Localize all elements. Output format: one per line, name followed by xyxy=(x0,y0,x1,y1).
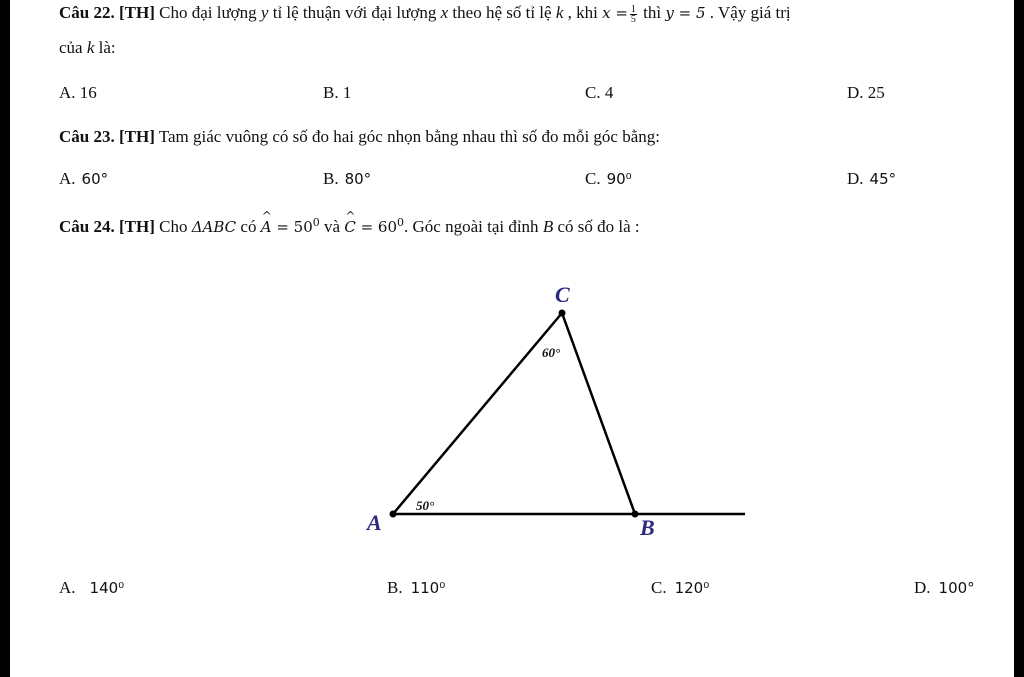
q22-text-a: Cho đại lượng xyxy=(154,3,261,22)
q24-angle-c-val: = 60 xyxy=(355,218,397,236)
q24-triangle: ΔABC xyxy=(191,218,237,236)
option-letter: C. xyxy=(585,169,601,188)
side-ac xyxy=(393,313,562,514)
question-22-tag: [TH] xyxy=(118,3,155,22)
option-value: 80° xyxy=(344,170,372,188)
option-value: 120⁰ xyxy=(674,579,710,597)
question-24-label: Câu 24. xyxy=(59,217,115,236)
option-letter: A. xyxy=(59,169,76,188)
q24-option-d[interactable] xyxy=(914,578,975,598)
vertex-b-label: B xyxy=(640,515,655,540)
option-letter: A. xyxy=(59,578,76,597)
option-letter: B. xyxy=(323,169,339,188)
q22-eq-y: y = 5 xyxy=(665,4,706,22)
q24-text-e: có số đo là : xyxy=(553,217,640,236)
q24-angle-a-val: = 50 xyxy=(271,218,313,236)
option-value: 100° xyxy=(938,579,975,597)
option-value: 16 xyxy=(79,83,97,102)
q22-line2-a: của xyxy=(59,38,87,57)
option-value: 1 xyxy=(342,83,352,102)
option-value: 90⁰ xyxy=(606,170,632,188)
vertex-b-dot xyxy=(632,511,639,518)
question-24-tag: [TH] xyxy=(118,217,155,236)
option-letter: D. xyxy=(847,169,864,188)
vertex-a-label: A xyxy=(367,510,382,535)
option-letter: C. xyxy=(651,578,667,597)
fraction-denominator: 5 xyxy=(630,13,636,25)
q24-text-d: . Góc ngoài tại đỉnh xyxy=(404,217,543,236)
side-cb xyxy=(562,313,635,514)
q24-option-b[interactable] xyxy=(387,578,445,598)
option-letter: C. xyxy=(585,83,601,102)
q24-text-b: có xyxy=(236,217,261,236)
q22-text-f: . Vậy giá trị xyxy=(705,3,791,22)
question-23-label: Câu 23. xyxy=(59,127,115,146)
q24-option-a[interactable] xyxy=(59,578,124,598)
option-value: 60° xyxy=(81,170,109,188)
question-23-tag: [TH] xyxy=(118,127,155,146)
vertex-c-dot xyxy=(559,310,566,317)
option-value: 110⁰ xyxy=(410,579,446,597)
question-22-label: Câu 22. xyxy=(59,3,115,22)
q22-var-x: x xyxy=(440,3,449,22)
q22-text-b: tỉ lệ thuận với đại lượng xyxy=(268,3,441,22)
option-letter: B. xyxy=(387,578,403,597)
q22-text-c: theo hệ số tỉ lệ xyxy=(448,3,556,22)
q24-vertex: B xyxy=(542,217,554,236)
q23-text: Tam giác vuông có số đo hai góc nhọn bằng nhau thì số đo mỗi góc bằng: xyxy=(154,127,660,146)
option-letter: B. xyxy=(323,83,339,102)
q24-angle-c-var: ^ C xyxy=(344,218,355,236)
q24-text-c: và xyxy=(319,217,345,236)
q24-degree-sign: 0 xyxy=(397,216,404,229)
fraction-numerator: 1 xyxy=(630,3,636,15)
angle-a-label: 50° xyxy=(416,498,435,513)
q22-line2-k: k xyxy=(86,38,95,57)
option-letter: D. xyxy=(914,578,931,597)
vertex-c-label: C xyxy=(555,282,570,307)
option-letter: D. xyxy=(847,83,864,102)
q24-option-c[interactable] xyxy=(651,578,709,598)
option-value: 45° xyxy=(869,170,897,188)
q22-var-k: k xyxy=(555,3,564,22)
q22-text-d: , khi xyxy=(563,3,603,22)
angle-c-label: 60° xyxy=(542,345,561,360)
q24-text-a: Cho xyxy=(154,217,192,236)
option-value: 140⁰ xyxy=(89,579,125,597)
q24-angle-a-var: ^ A xyxy=(261,218,272,236)
option-value: 25 xyxy=(867,83,885,102)
vertex-a-dot xyxy=(390,511,397,518)
q22-var-y: y xyxy=(260,3,269,22)
q22-eq-x: x = xyxy=(602,4,628,22)
q22-line2-b: là: xyxy=(94,38,116,57)
option-value: 4 xyxy=(604,83,614,102)
option-letter: A. xyxy=(59,83,76,102)
q24-degree-sign: 0 xyxy=(312,216,320,229)
q22-text-e: thì xyxy=(638,3,666,22)
